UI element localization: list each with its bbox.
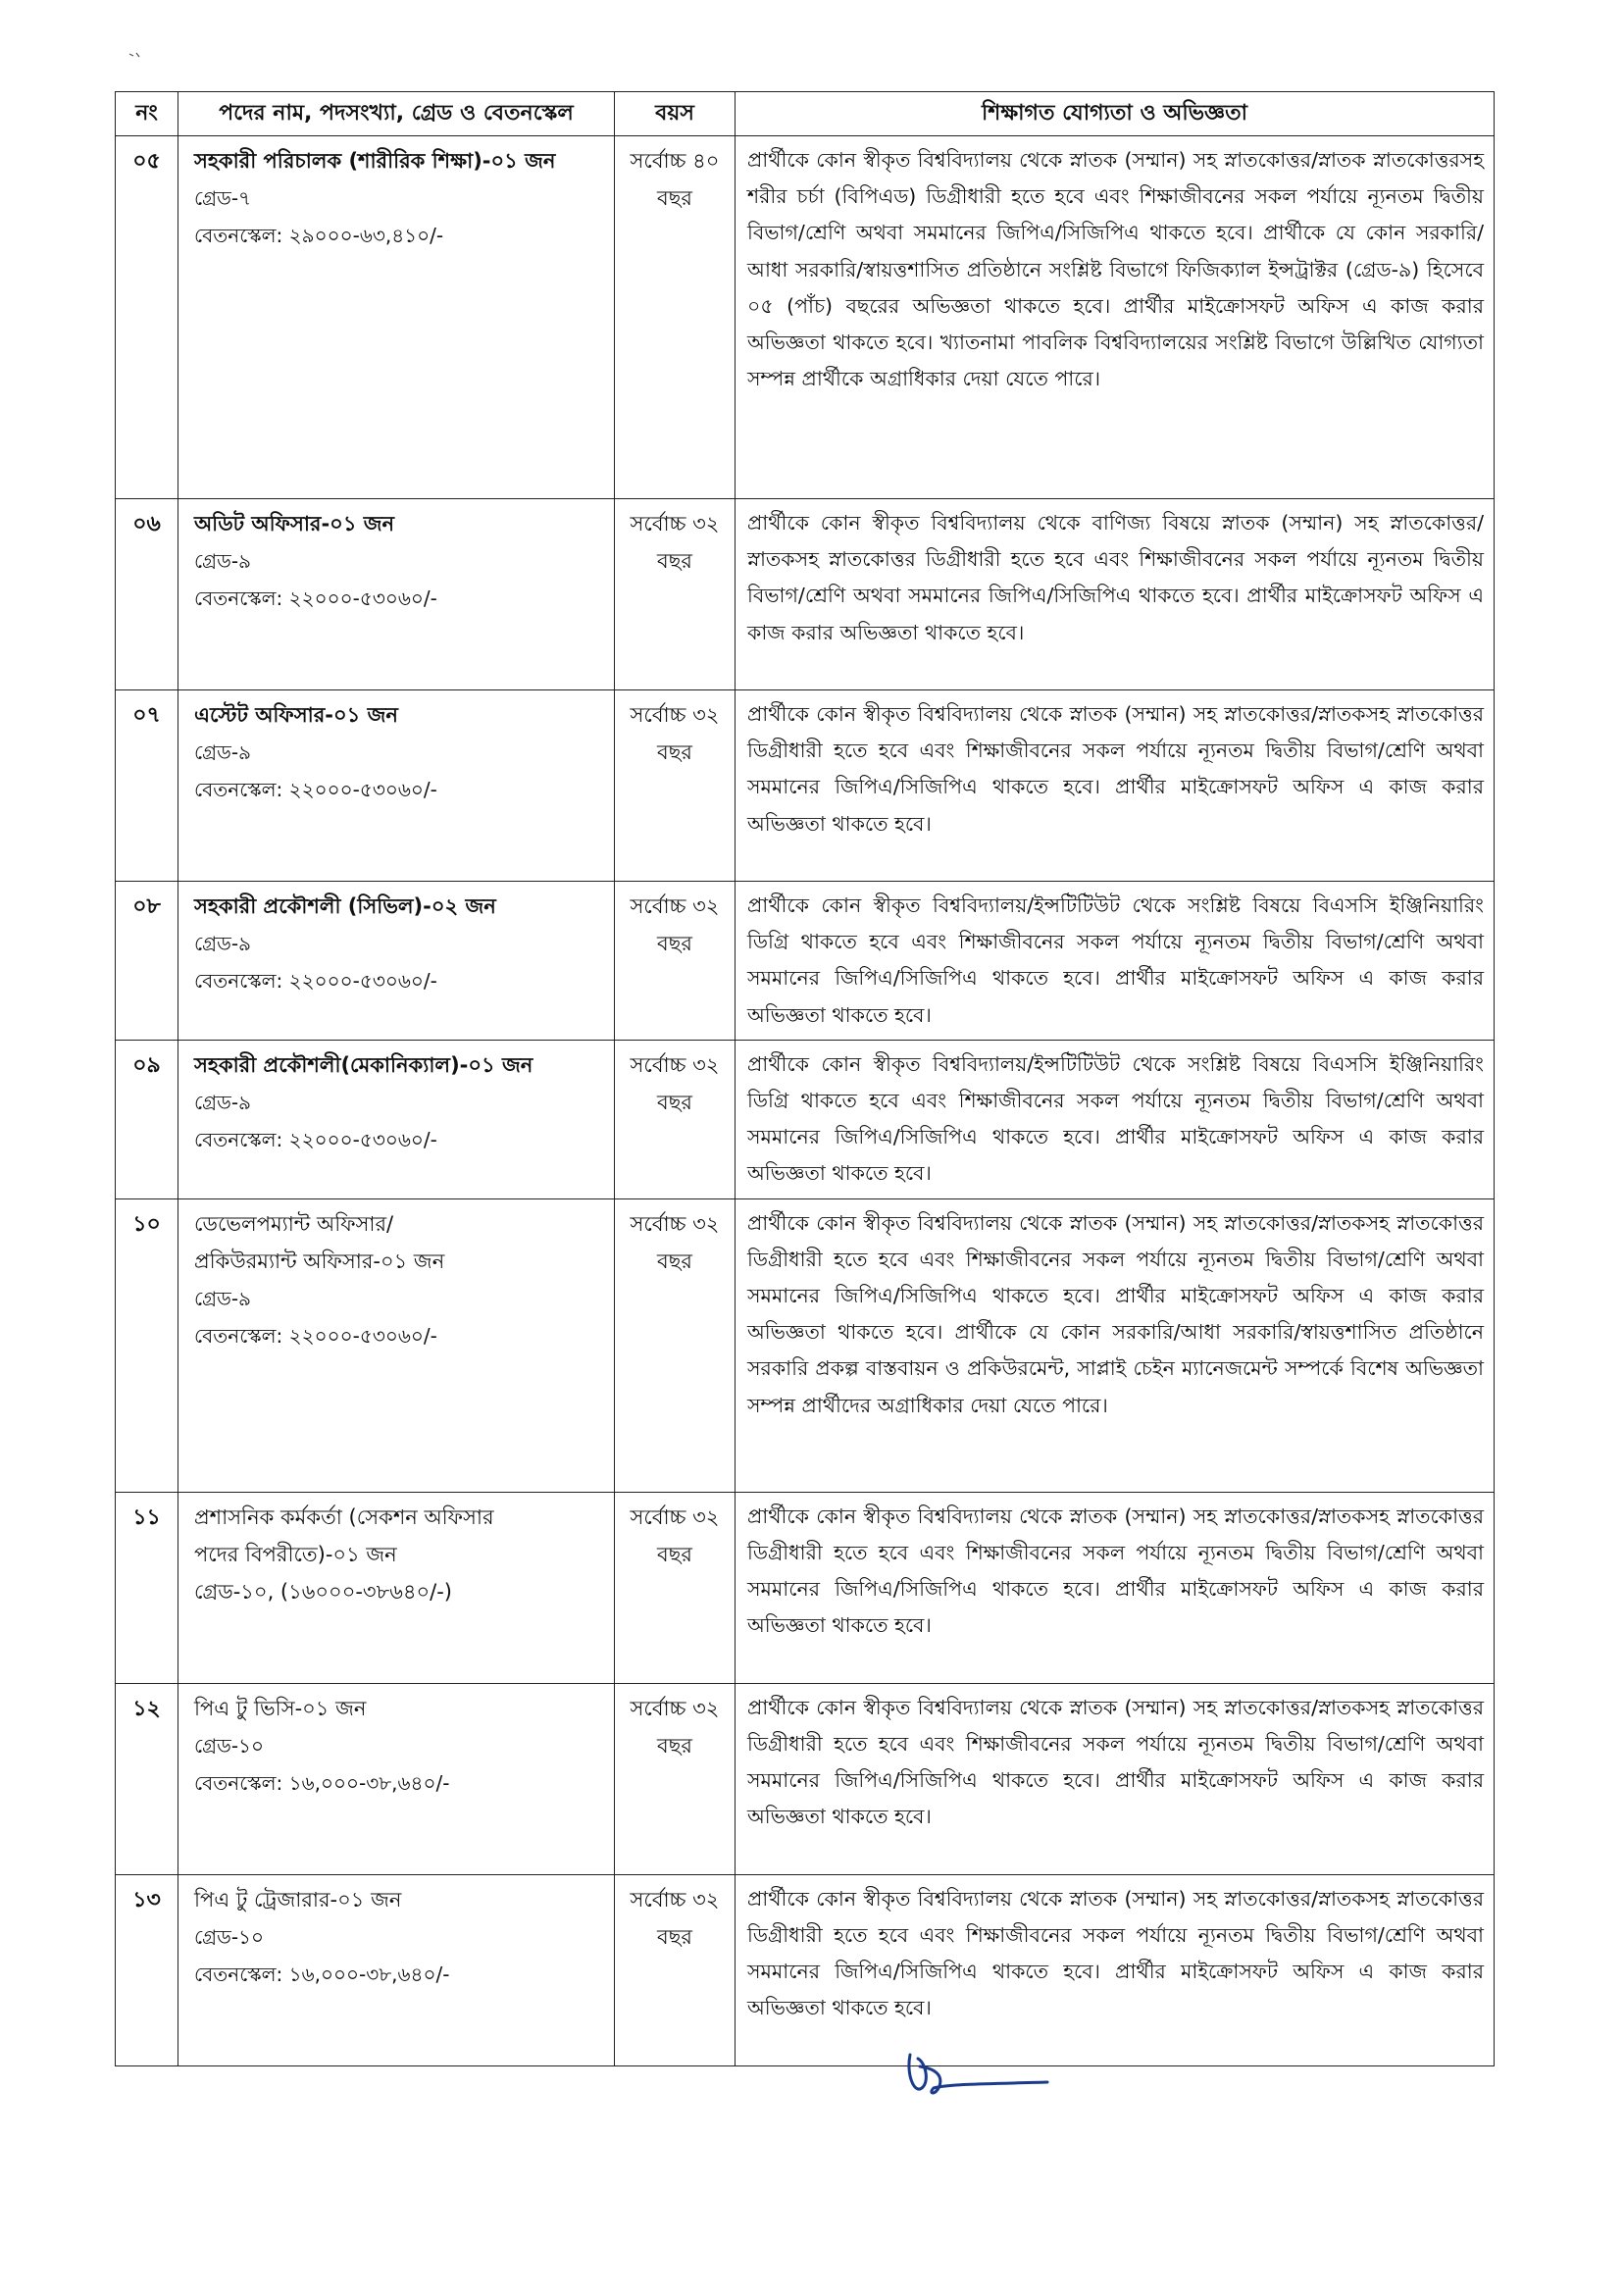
post-pay-scale: বেতনস্কেল: ২২০০০-৫৩০৬০/- xyxy=(194,1127,437,1151)
post-title: পিএ টু ট্রেজারার-০১ জন xyxy=(194,1887,402,1912)
qualification-text: প্রার্থীকে কোন স্বীকৃত বিশ্ববিদ্যালয় থেকে স্নাতক (সম্মান) সহ স্নাতকোত্তর/স্নাতকসহ স্নাতকোত্তর ডিগ্রীধারী হতে হবে এবং শিক্ষাজীবনের সকল পর্যায়ে ন্যূনতম দ্বিতীয় বিভাগ/শ্রেণি অথবা সমমানের জিপিএ/সিজিপিএ থাকতে হবে। প্রার্থীর মাইক্রোসফট অফিস এ কাজ করার অভিজ্ঞতা থাকতে হবে। xyxy=(736,690,1495,882)
serial-number: ০৮ xyxy=(116,882,178,1041)
age-cell xyxy=(615,1492,736,1683)
post-pay-scale: বেতনস্কেল: ২৯০০০-৬৩,৪১০/- xyxy=(194,224,444,247)
post-cell xyxy=(178,1874,615,2065)
serial-number: ০৭ xyxy=(116,690,178,882)
serial-number: ০৫ xyxy=(116,136,178,499)
age-cell xyxy=(615,690,736,882)
age-unit: বছর xyxy=(657,1090,692,1114)
post-grade: গ্রেড-৯ xyxy=(194,740,252,764)
qualification-text: প্রার্থীকে কোন স্বীকৃত বিশ্ববিদ্যালয় থেকে স্নাতক (সম্মান) সহ স্নাতকোত্তর/স্নাতক স্নাতকোত্তরসহ শরীর চর্চা (বিপিএড) ডিগ্রীধারী হতে হবে এবং শিক্ষাজীবনের সকল পর্যায়ে ন্যূনতম দ্বিতীয় বিভাগ/শ্রেণি অথবা সমমানের জিপিএ/সিজিপিএ থাকতে হবে। প্রার্থীকে যে কোন সরকারি/আধা সরকারি/স্বায়ত্তশাসিত প্রতিষ্ঠানে সংশ্লিষ্ট বিভাগে ফিজিক্যাল ইন্সট্রাক্টর (গ্রেড-৯) হিসেবে ০৫ (পাঁচ) বছরের অভিজ্ঞতা থাকতে হবে। প্রার্থীর মাইক্রোসফট অফিস এ কাজ করার অভিজ্ঞতা থাকতে হবে। খ্যাতনামা পাবলিক বিশ্ববিদ্যালয়ের সংশ্লিষ্ট বিভাগে উল্লিখিত যোগ্যতা সম্পন্ন প্রার্থীকে অগ্রাধিকার দেয়া যেতে পারে। xyxy=(736,136,1495,499)
post-title: অডিট অফিসার-০১ জন xyxy=(194,512,395,535)
post-title: সহকারী প্রকৌশলী (সিভিল)-০২ জন xyxy=(194,894,496,918)
serial-number: ০৯ xyxy=(116,1040,178,1198)
age-unit: বছর xyxy=(657,1733,692,1758)
age-limit: সর্বোচ্চ ৩২ xyxy=(630,703,720,727)
qualification-text: প্রার্থীকে কোন স্বীকৃত বিশ্ববিদ্যালয় থেকে স্নাতক (সম্মান) সহ স্নাতকোত্তর/স্নাতকসহ স্নাতকোত্তর ডিগ্রীধারী হতে হবে এবং শিক্ষাজীবনের সকল পর্যায়ে ন্যূনতম দ্বিতীয় বিভাগ/শ্রেণি অথবা সমমানের জিপিএ/সিজিপিএ থাকতে হবে। প্রার্থীর মাইক্রোসফট অফিস এ কাজ করার অভিজ্ঞতা থাকতে হবে। xyxy=(736,1874,1495,2065)
age-limit: সর্বোচ্চ ৩২ xyxy=(630,1504,720,1529)
qualification-text: প্রার্থীকে কোন স্বীকৃত বিশ্ববিদ্যালয় থেকে স্নাতক (সম্মান) সহ স্নাতকোত্তর/স্নাতকসহ স্নাতকোত্তর ডিগ্রীধারী হতে হবে এবং শিক্ষাজীবনের সকল পর্যায়ে ন্যূনতম দ্বিতীয় বিভাগ/শ্রেণি অথবা সমমানের জিপিএ/সিজিপিএ থাকতে হবে। প্রার্থীর মাইক্রোসফট অফিস এ কাজ করার অভিজ্ঞতা থাকতে হবে। প্রার্থীকে যে কোন সরকারি/আধা সরকারি/স্বায়ত্তশাসিত প্রতিষ্ঠানে সরকারি প্রকল্প বাস্তবায়ন ও প্রকিউরমেন্ট, সাপ্লাই চেইন ম্যানেজমেন্ট সম্পর্কে বিশেষ অভিজ্ঞতা সম্পন্ন প্রার্থীদের অগ্রাধিকার দেয়া যেতে পারে। xyxy=(736,1198,1495,1492)
post-title-continued: পদের বিপরীতে)-০১ জন xyxy=(194,1542,397,1566)
serial-number: ১০ xyxy=(116,1198,178,1492)
age-limit: সর্বোচ্চ ৩২ xyxy=(630,512,720,535)
header-serial: নং xyxy=(116,92,178,136)
serial-number: ১১ xyxy=(116,1492,178,1683)
post-cell xyxy=(178,882,615,1041)
post-grade: গ্রেড-৯ xyxy=(194,549,252,573)
post-title: পিএ টু ভিসি-০১ জন xyxy=(194,1696,367,1720)
post-pay-scale: বেতনস্কেল: ২২০০০-৫৩০৬০/- xyxy=(194,778,437,801)
table-row xyxy=(116,1683,1495,1874)
age-limit: সর্বোচ্চ ৩২ xyxy=(630,1211,720,1236)
age-cell xyxy=(615,136,736,499)
qualification-text: প্রার্থীকে কোন স্বীকৃত বিশ্ববিদ্যালয় থেকে বাণিজ্য বিষয়ে স্নাতক (সম্মান) সহ স্নাতকোত্তর/স্নাতকসহ স্নাতকোত্তর ডিগ্রীধারী হতে হবে এবং শিক্ষাজীবনের সকল পর্যায়ে ন্যূনতম দ্বিতীয় বিভাগ/শ্রেণি অথবা সমমানের জিপিএ/সিজিপিএ থাকতে হবে। প্রার্থীর মাইক্রোসফট অফিস এ কাজ করার অভিজ্ঞতা থাকতে হবে। xyxy=(736,499,1495,690)
post-grade: গ্রেড-১০ xyxy=(194,1924,265,1949)
qualification-text: প্রার্থীকে কোন স্বীকৃত বিশ্ববিদ্যালয়/ইন্সটিটিউট থেকে সংশ্লিষ্ট বিষয়ে বিএসসি ইঞ্জিনিয়ারিং ডিগ্রি থাকতে হবে এবং শিক্ষাজীবনের সকল পর্যায়ে ন্যূনতম দ্বিতীয় বিভাগ/শ্রেণি অথবা সমমানের জিপিএ/সিজিপিএ থাকতে হবে। প্রার্থীর মাইক্রোসফট অফিস এ কাজ করার অভিজ্ঞতা থাকতে হবে। xyxy=(736,882,1495,1041)
post-pay-scale: বেতনস্কেল: ২২০০০-৫৩০৬০/- xyxy=(194,969,437,993)
header-age: বয়স xyxy=(615,92,736,136)
post-title: প্রশাসনিক কর্মকর্তা (সেকশন অফিসার xyxy=(194,1504,494,1529)
post-title: ডেভেলপম্যান্ট অফিসার/ xyxy=(194,1211,394,1236)
post-grade: গ্রেড-১০ xyxy=(194,1733,265,1758)
post-pay-scale: বেতনস্কেল: ২২০০০-৫৩০৬০/- xyxy=(194,586,437,610)
age-unit: বছর xyxy=(657,932,692,955)
table-row xyxy=(116,499,1495,690)
post-title: এস্টেট অফিসার-০১ জন xyxy=(194,703,398,727)
table-row xyxy=(116,1040,1495,1198)
age-unit: বছর xyxy=(657,1924,692,1949)
post-pay-scale: বেতনস্কেল: ১৬,০০০-৩৮,৬৪০/- xyxy=(194,1962,450,1986)
table-row xyxy=(116,1874,1495,2065)
age-cell xyxy=(615,1874,736,2065)
serial-number: ১৩ xyxy=(116,1874,178,2065)
serial-number: ১২ xyxy=(116,1683,178,1874)
age-cell xyxy=(615,1683,736,1874)
table-row xyxy=(116,136,1495,499)
post-grade: গ্রেড-৯ xyxy=(194,1286,252,1310)
post-title: সহকারী পরিচালক (শারীরিক শিক্ষা)-০১ জন xyxy=(194,149,556,173)
age-limit: সর্বোচ্চ ৩২ xyxy=(630,1696,720,1720)
post-grade-pay-scale: গ্রেড-১০, (১৬০০০-৩৮৬৪০/-) xyxy=(194,1579,452,1604)
post-grade: গ্রেড-৯ xyxy=(194,1090,252,1114)
post-cell xyxy=(178,1683,615,1874)
age-unit: বছর xyxy=(657,1542,692,1566)
qualification-text: প্রার্থীকে কোন স্বীকৃত বিশ্ববিদ্যালয় থেকে স্নাতক (সম্মান) সহ স্নাতকোত্তর/স্নাতকসহ স্নাতকোত্তর ডিগ্রীধারী হতে হবে এবং শিক্ষাজীবনের সকল পর্যায়ে ন্যূনতম দ্বিতীয় বিভাগ/শ্রেণি অথবা সমমানের জিপিএ/সিজিপিএ থাকতে হবে। প্রার্থীর মাইক্রোসফট অফিস এ কাজ করার অভিজ্ঞতা থাকতে হবে। xyxy=(736,1492,1495,1683)
job-requirements-table xyxy=(115,91,1495,2066)
header-qualification: শিক্ষাগত যোগ্যতা ও অভিজ্ঞতা xyxy=(736,92,1495,136)
qualification-text: প্রার্থীকে কোন স্বীকৃত বিশ্ববিদ্যালয়/ইন্সটিটিউট থেকে সংশ্লিষ্ট বিষয়ে বিএসসি ইঞ্জিনিয়ারিং ডিগ্রি থাকতে হবে এবং শিক্ষাজীবনের সকল পর্যায়ে ন্যূনতম দ্বিতীয় বিভাগ/শ্রেণি অথবা সমমানের জিপিএ/সিজিপিএ থাকতে হবে। প্রার্থীর মাইক্রোসফট অফিস এ কাজ করার অভিজ্ঞতা থাকতে হবে। xyxy=(736,1040,1495,1198)
table-row xyxy=(116,882,1495,1041)
age-limit: সর্বোচ্চ ৩২ xyxy=(630,1052,720,1077)
age-unit: বছর xyxy=(657,740,692,764)
age-cell xyxy=(615,1040,736,1198)
post-pay-scale: বেতনস্কেল: ১৬,০০০-৩৮,৬৪০/- xyxy=(194,1770,450,1795)
handwritten-signature xyxy=(900,2045,1057,2104)
age-limit: সর্বোচ্চ ৪০ xyxy=(630,149,720,173)
age-limit: সর্বোচ্চ ৩২ xyxy=(630,894,720,918)
table-row xyxy=(116,1198,1495,1492)
post-cell xyxy=(178,1040,615,1198)
post-cell xyxy=(178,690,615,882)
post-cell xyxy=(178,1198,615,1492)
post-cell xyxy=(178,1492,615,1683)
age-cell xyxy=(615,1198,736,1492)
qualification-text: প্রার্থীকে কোন স্বীকৃত বিশ্ববিদ্যালয় থেকে স্নাতক (সম্মান) সহ স্নাতকোত্তর/স্নাতকসহ স্নাতকোত্তর ডিগ্রীধারী হতে হবে এবং শিক্ষাজীবনের সকল পর্যায়ে ন্যূনতম দ্বিতীয় বিভাগ/শ্রেণি অথবা সমমানের জিপিএ/সিজিপিএ থাকতে হবে। প্রার্থীর মাইক্রোসফট অফিস এ কাজ করার অভিজ্ঞতা থাকতে হবে। xyxy=(736,1683,1495,1874)
age-unit: বছর xyxy=(657,186,692,210)
post-title-continued: প্রকিউরম্যান্ট অফিসার-০১ জন xyxy=(194,1249,445,1273)
age-cell xyxy=(615,882,736,1041)
age-unit: বছর xyxy=(657,1249,692,1273)
age-limit: সর্বোচ্চ ৩২ xyxy=(630,1887,720,1912)
table-row xyxy=(116,1492,1495,1683)
table-header-row xyxy=(116,92,1495,136)
scan-speck-mark xyxy=(127,51,141,61)
post-grade: গ্রেড-৯ xyxy=(194,932,252,955)
header-post: পদের নাম, পদসংখ্যা, গ্রেড ও বেতনস্কেল xyxy=(178,92,615,136)
age-unit: বছর xyxy=(657,549,692,573)
serial-number: ০৬ xyxy=(116,499,178,690)
post-pay-scale: বেতনস্কেল: ২২০০০-৫৩০৬০/- xyxy=(194,1323,437,1348)
post-grade: গ্রেড-৭ xyxy=(194,186,252,210)
table-row xyxy=(116,690,1495,882)
age-cell xyxy=(615,499,736,690)
post-title: সহকারী প্রকৌশলী(মেকানিক্যাল)-০১ জন xyxy=(194,1052,533,1077)
post-cell xyxy=(178,136,615,499)
post-cell xyxy=(178,499,615,690)
